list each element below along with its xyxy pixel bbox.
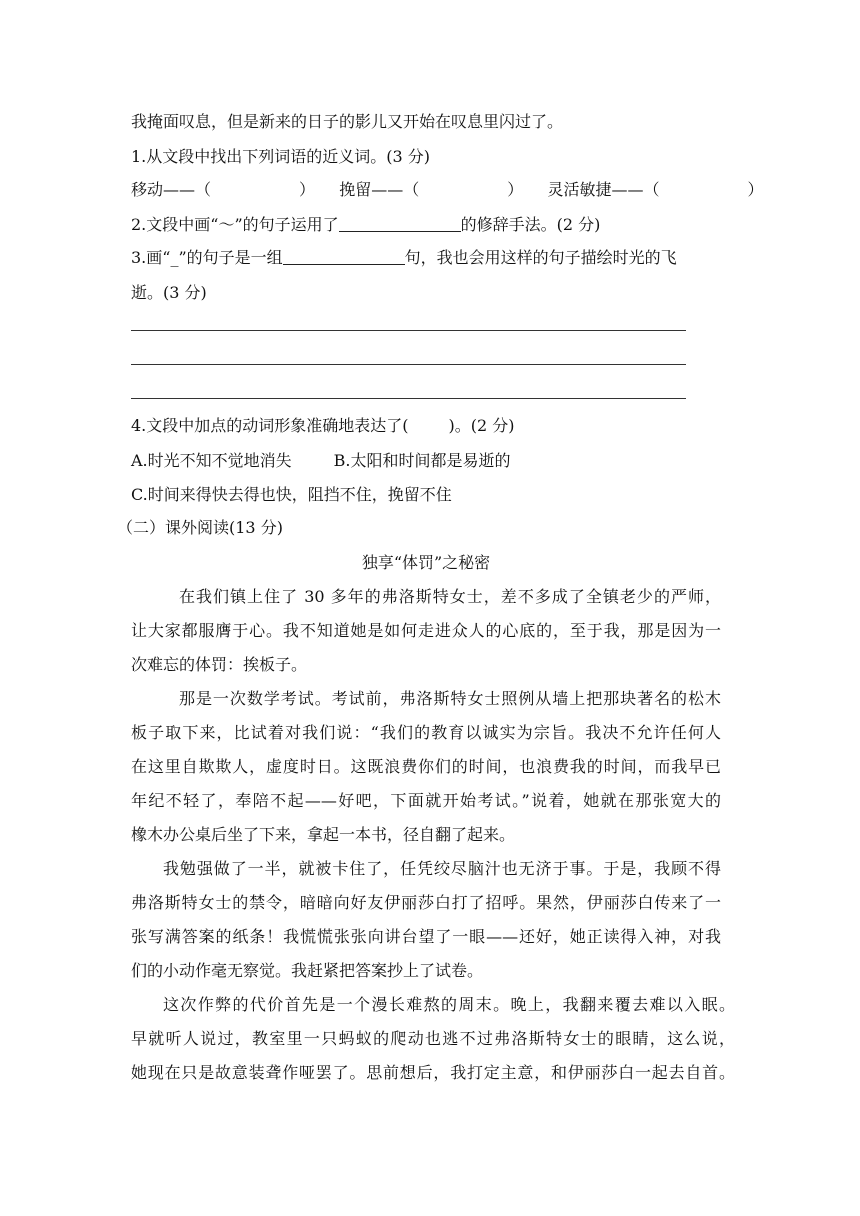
- article-p3-line3: 张写满答案的纸条！我慌慌张张向讲台望了一眼——还好，她正读得入神，对我: [131, 927, 721, 946]
- article-p1-line1: 在我们镇上住了 30 多年的弗洛斯特女士，差不多成了全镇老少的严师，: [179, 587, 721, 606]
- q2-after: 的修辞手法。(2 分): [460, 215, 601, 234]
- article-p3-line4: 们的小动作毫无察觉。我赶紧把答案抄上了试卷。: [131, 961, 484, 980]
- question-1-stem: 1.从文段中找出下列词语的近义词。(3 分): [131, 147, 431, 166]
- q3-before: 3.画“_”的句子是一组: [131, 248, 283, 267]
- q1-item-move-open: 移动——（: [131, 180, 212, 199]
- q1-item-agile-open: 灵活敏捷——（: [547, 180, 660, 199]
- answer-line-3[interactable]: [131, 398, 686, 399]
- q2-answer-blank[interactable]: [339, 213, 461, 232]
- article-title: 独享“体罚”之秘密: [361, 553, 491, 572]
- q4-stem-after: )。(2 分): [448, 416, 515, 435]
- answer-line-1[interactable]: [131, 330, 686, 331]
- article-p4-line1: 这次作弊的代价首先是一个漫长难熬的周末。晚上，我翻来覆去难以入眠。: [163, 995, 735, 1014]
- article-p2-line4: 年纪不轻了，奉陪不起——好吧，下面就开始考试。”说着，她就在那张宽大的: [131, 791, 721, 810]
- q1-item-retain-close: ）: [507, 180, 524, 199]
- section-heading: （二）课外阅读(13 分): [117, 518, 283, 537]
- q1-item-retain-open: 挽留——（: [339, 180, 420, 199]
- article-p2-line1: 那是一次数学考试。考试前，弗洛斯特女士照例从墙上把那块著名的松木: [179, 689, 721, 708]
- question-4-stem: [131, 411, 741, 441]
- article-p3-line1: 我勉强做了一半，就被卡住了，任凭绞尽脑汁也无济于事。于是，我顾不得: [163, 859, 721, 878]
- question-3-line2: 逝。(3 分): [131, 283, 207, 302]
- article-p2-line2: 板子取下来，比试着对我们说：“我们的教育以诚实为宗旨。我决不允许任何人: [131, 723, 721, 742]
- article-p1-line2: 让大家都服膺于心。我不知道她是如何走进众人的心底的，至于我，那是因为一: [131, 621, 721, 640]
- article-p2-line3: 在这里自欺欺人，虚度时日。这既浪费你们的时间，也浪费我的时间，而我早已: [131, 757, 721, 776]
- question-1-items: [131, 175, 764, 205]
- article-p4-line2: 早就听人说过，教室里一只蚂蚁的爬动也逃不过弗洛斯特女士的眼睛，这么说，: [131, 1029, 735, 1048]
- q2-before: 2.文段中画“～”的句子运用了: [131, 215, 339, 234]
- q1-item-move-close: ）: [299, 180, 316, 199]
- question-4-options-ab: [131, 446, 741, 476]
- q3-answer-blank[interactable]: [283, 246, 405, 265]
- article-p1-line3: 次难忘的体罚：挨板子。: [131, 655, 308, 674]
- question-3: [131, 243, 741, 273]
- q1-item-agile-close: ）: [747, 180, 764, 199]
- q3-after: 句，我也会用这样的句子描绘时光的飞: [404, 248, 677, 267]
- article-p2-line5: 橡木办公桌后坐了下来，拿起一本书，径自翻了起来。: [131, 825, 516, 844]
- question-2: [131, 210, 741, 240]
- q4-stem-before: 4.文段中加点的动词形象准确地表达了(: [131, 416, 409, 435]
- q4-option-a: A.时光不知不觉地消失: [131, 451, 292, 470]
- intro-sentence: 我掩面叹息，但是新来的日子的影儿又开始在叹息里闪过了。: [131, 112, 564, 131]
- answer-line-2[interactable]: [131, 364, 686, 365]
- q4-option-b: B.太阳和时间都是易逝的: [333, 451, 511, 470]
- article-p3-line2: 弗洛斯特女士的禁令，暗暗向好友伊丽莎白打了招呼。果然，伊丽莎白传来了一: [131, 893, 721, 912]
- article-p4-line3: 她现在只是故意装聋作哑罢了。思前想后，我打定主意，和伊丽莎白一起去自首。: [131, 1063, 735, 1082]
- q4-option-c: C.时间来得快去得也快，阻挡不住，挽留不住: [131, 485, 452, 504]
